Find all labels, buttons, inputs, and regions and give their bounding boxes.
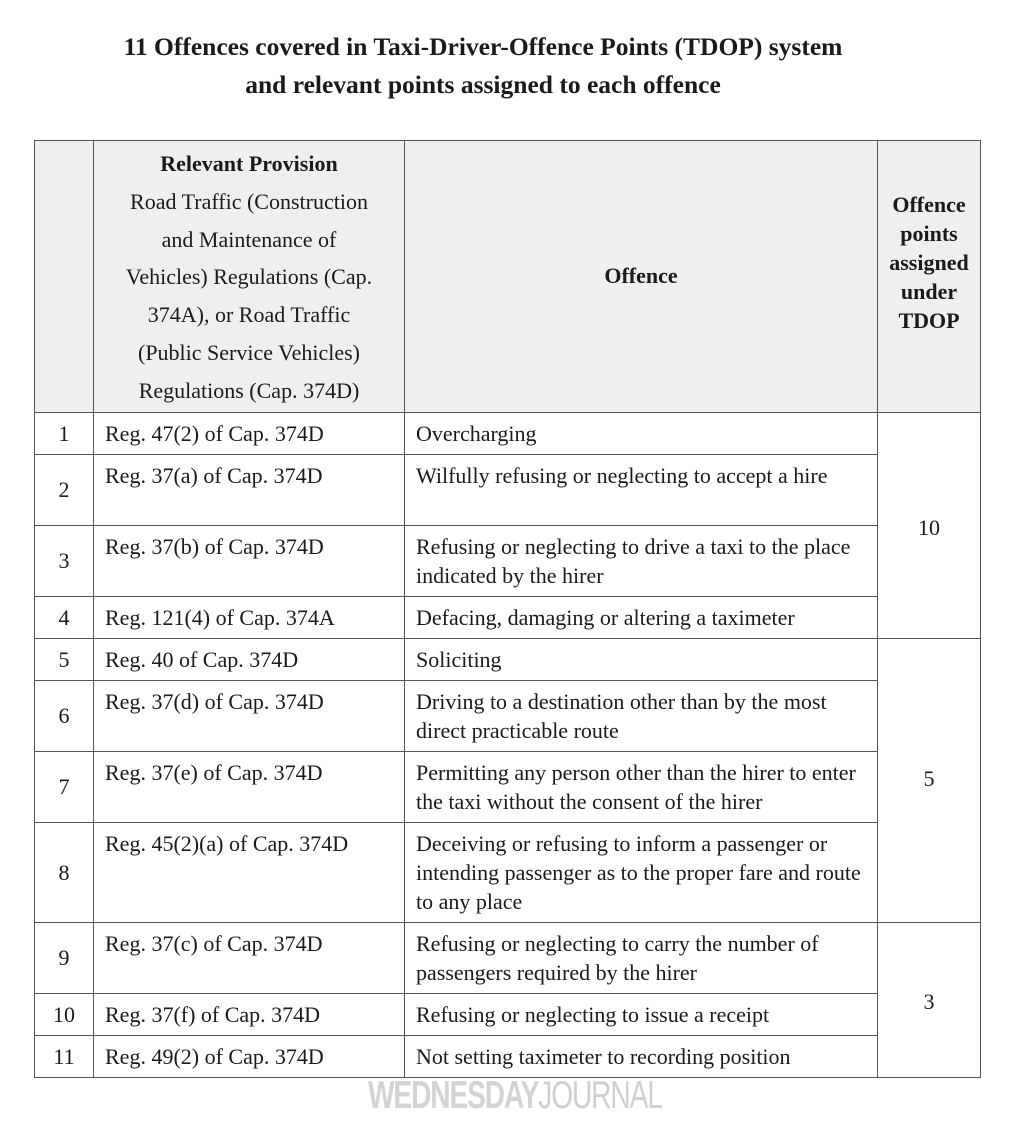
header-provision-line: Vehicles) Regulations (Cap. <box>125 264 373 290</box>
row-provision: Reg. 49(2) of Cap. 374D <box>94 1035 405 1077</box>
row-offence: Overcharging <box>405 412 878 454</box>
row-provision: Reg. 37(e) of Cap. 374D <box>94 751 405 822</box>
row-provision: Reg. 37(a) of Cap. 374D <box>94 454 405 525</box>
row-number: 7 <box>35 751 94 822</box>
row-offence: Not setting taximeter to recording position <box>405 1035 878 1077</box>
row-number: 4 <box>35 596 94 638</box>
row-number: 8 <box>35 822 94 922</box>
points-group-5 <box>878 638 981 922</box>
points-value: 10 <box>918 514 940 540</box>
header-points-line: under <box>900 278 958 304</box>
header-points-line: points <box>900 220 958 246</box>
row-number: 10 <box>35 993 94 1035</box>
header-points-line: assigned <box>889 249 969 275</box>
row-number: 5 <box>35 638 94 680</box>
table-row <box>35 1035 981 1077</box>
row-provision: Reg. 40 of Cap. 374D <box>94 638 405 680</box>
header-provision-label: Relevant Provision <box>160 151 338 176</box>
row-number: 1 <box>35 412 94 454</box>
row-offence: Refusing or neglecting to issue a receipt <box>405 993 878 1035</box>
table-header-row <box>35 141 981 413</box>
row-number: 9 <box>35 922 94 993</box>
header-provision-line: Road Traffic (Construction <box>130 188 368 214</box>
row-offence: Wilfully refusing or neglecting to accept a hire <box>405 454 878 525</box>
watermark-part1: WEDNESDAY <box>368 1074 539 1117</box>
row-offence: Defacing, damaging or altering a taximeter <box>405 596 878 638</box>
row-provision: Reg. 37(f) of Cap. 374D <box>94 993 405 1035</box>
title-line-2: and relevant points assigned to each offence <box>245 70 721 99</box>
table-row <box>35 596 981 638</box>
table-row <box>35 822 981 922</box>
header-number <box>35 141 94 413</box>
table-row <box>35 993 981 1035</box>
row-offence: Soliciting <box>405 638 878 680</box>
header-provision-line: 374A), or Road Traffic <box>147 302 351 328</box>
table-row <box>35 412 981 454</box>
row-provision: Reg. 37(c) of Cap. 374D <box>94 922 405 993</box>
offences-table <box>34 140 981 1078</box>
wednesday-journal-watermark <box>368 1074 662 1118</box>
points-group-10 <box>878 412 981 638</box>
row-provision: Reg. 37(b) of Cap. 374D <box>94 525 405 596</box>
header-provision-line: and Maintenance of <box>161 226 337 252</box>
row-provision: Reg. 121(4) of Cap. 374A <box>94 596 405 638</box>
document-title <box>0 28 966 104</box>
row-number: 3 <box>35 525 94 596</box>
header-offence: Offence <box>405 141 878 413</box>
table-row <box>35 638 981 680</box>
header-points-line: Offence <box>892 191 966 217</box>
title-line-1: 11 Offences covered in Taxi-Driver-Offence Points (TDOP) system <box>123 32 843 61</box>
header-provision-line: (Public Service Vehicles) <box>138 339 360 365</box>
table-row <box>35 454 981 525</box>
points-group-3 <box>878 922 981 1077</box>
row-number: 6 <box>35 680 94 751</box>
table-row <box>35 525 981 596</box>
row-offence: Refusing or neglecting to drive a taxi to the place indicated by the hirer <box>405 525 878 596</box>
points-value: 5 <box>923 765 935 791</box>
row-number: 11 <box>35 1035 94 1077</box>
row-offence: Driving to a destination other than by the most direct practicable route <box>405 680 878 751</box>
row-offence: Permitting any person other than the hirer to enter the taxi without the consent of the hirer <box>405 751 878 822</box>
table-row <box>35 680 981 751</box>
header-provision-line: Regulations (Cap. 374D) <box>138 377 360 403</box>
row-number: 2 <box>35 454 94 525</box>
row-provision: Reg. 47(2) of Cap. 374D <box>94 412 405 454</box>
row-provision: Reg. 45(2)(a) of Cap. 374D <box>94 822 405 922</box>
table-row <box>35 751 981 822</box>
points-value: 3 <box>923 988 935 1014</box>
table-row <box>35 922 981 993</box>
row-provision: Reg. 37(d) of Cap. 374D <box>94 680 405 751</box>
row-offence: Deceiving or refusing to inform a passenger or intending passenger as to the proper fare and route to any place <box>405 822 878 922</box>
header-points <box>878 141 981 413</box>
header-points-line: TDOP <box>898 307 960 333</box>
watermark-part2: JOURNAL <box>538 1074 662 1117</box>
header-provision <box>94 141 405 413</box>
row-offence: Refusing or neglecting to carry the number of passengers required by the hirer <box>405 922 878 993</box>
